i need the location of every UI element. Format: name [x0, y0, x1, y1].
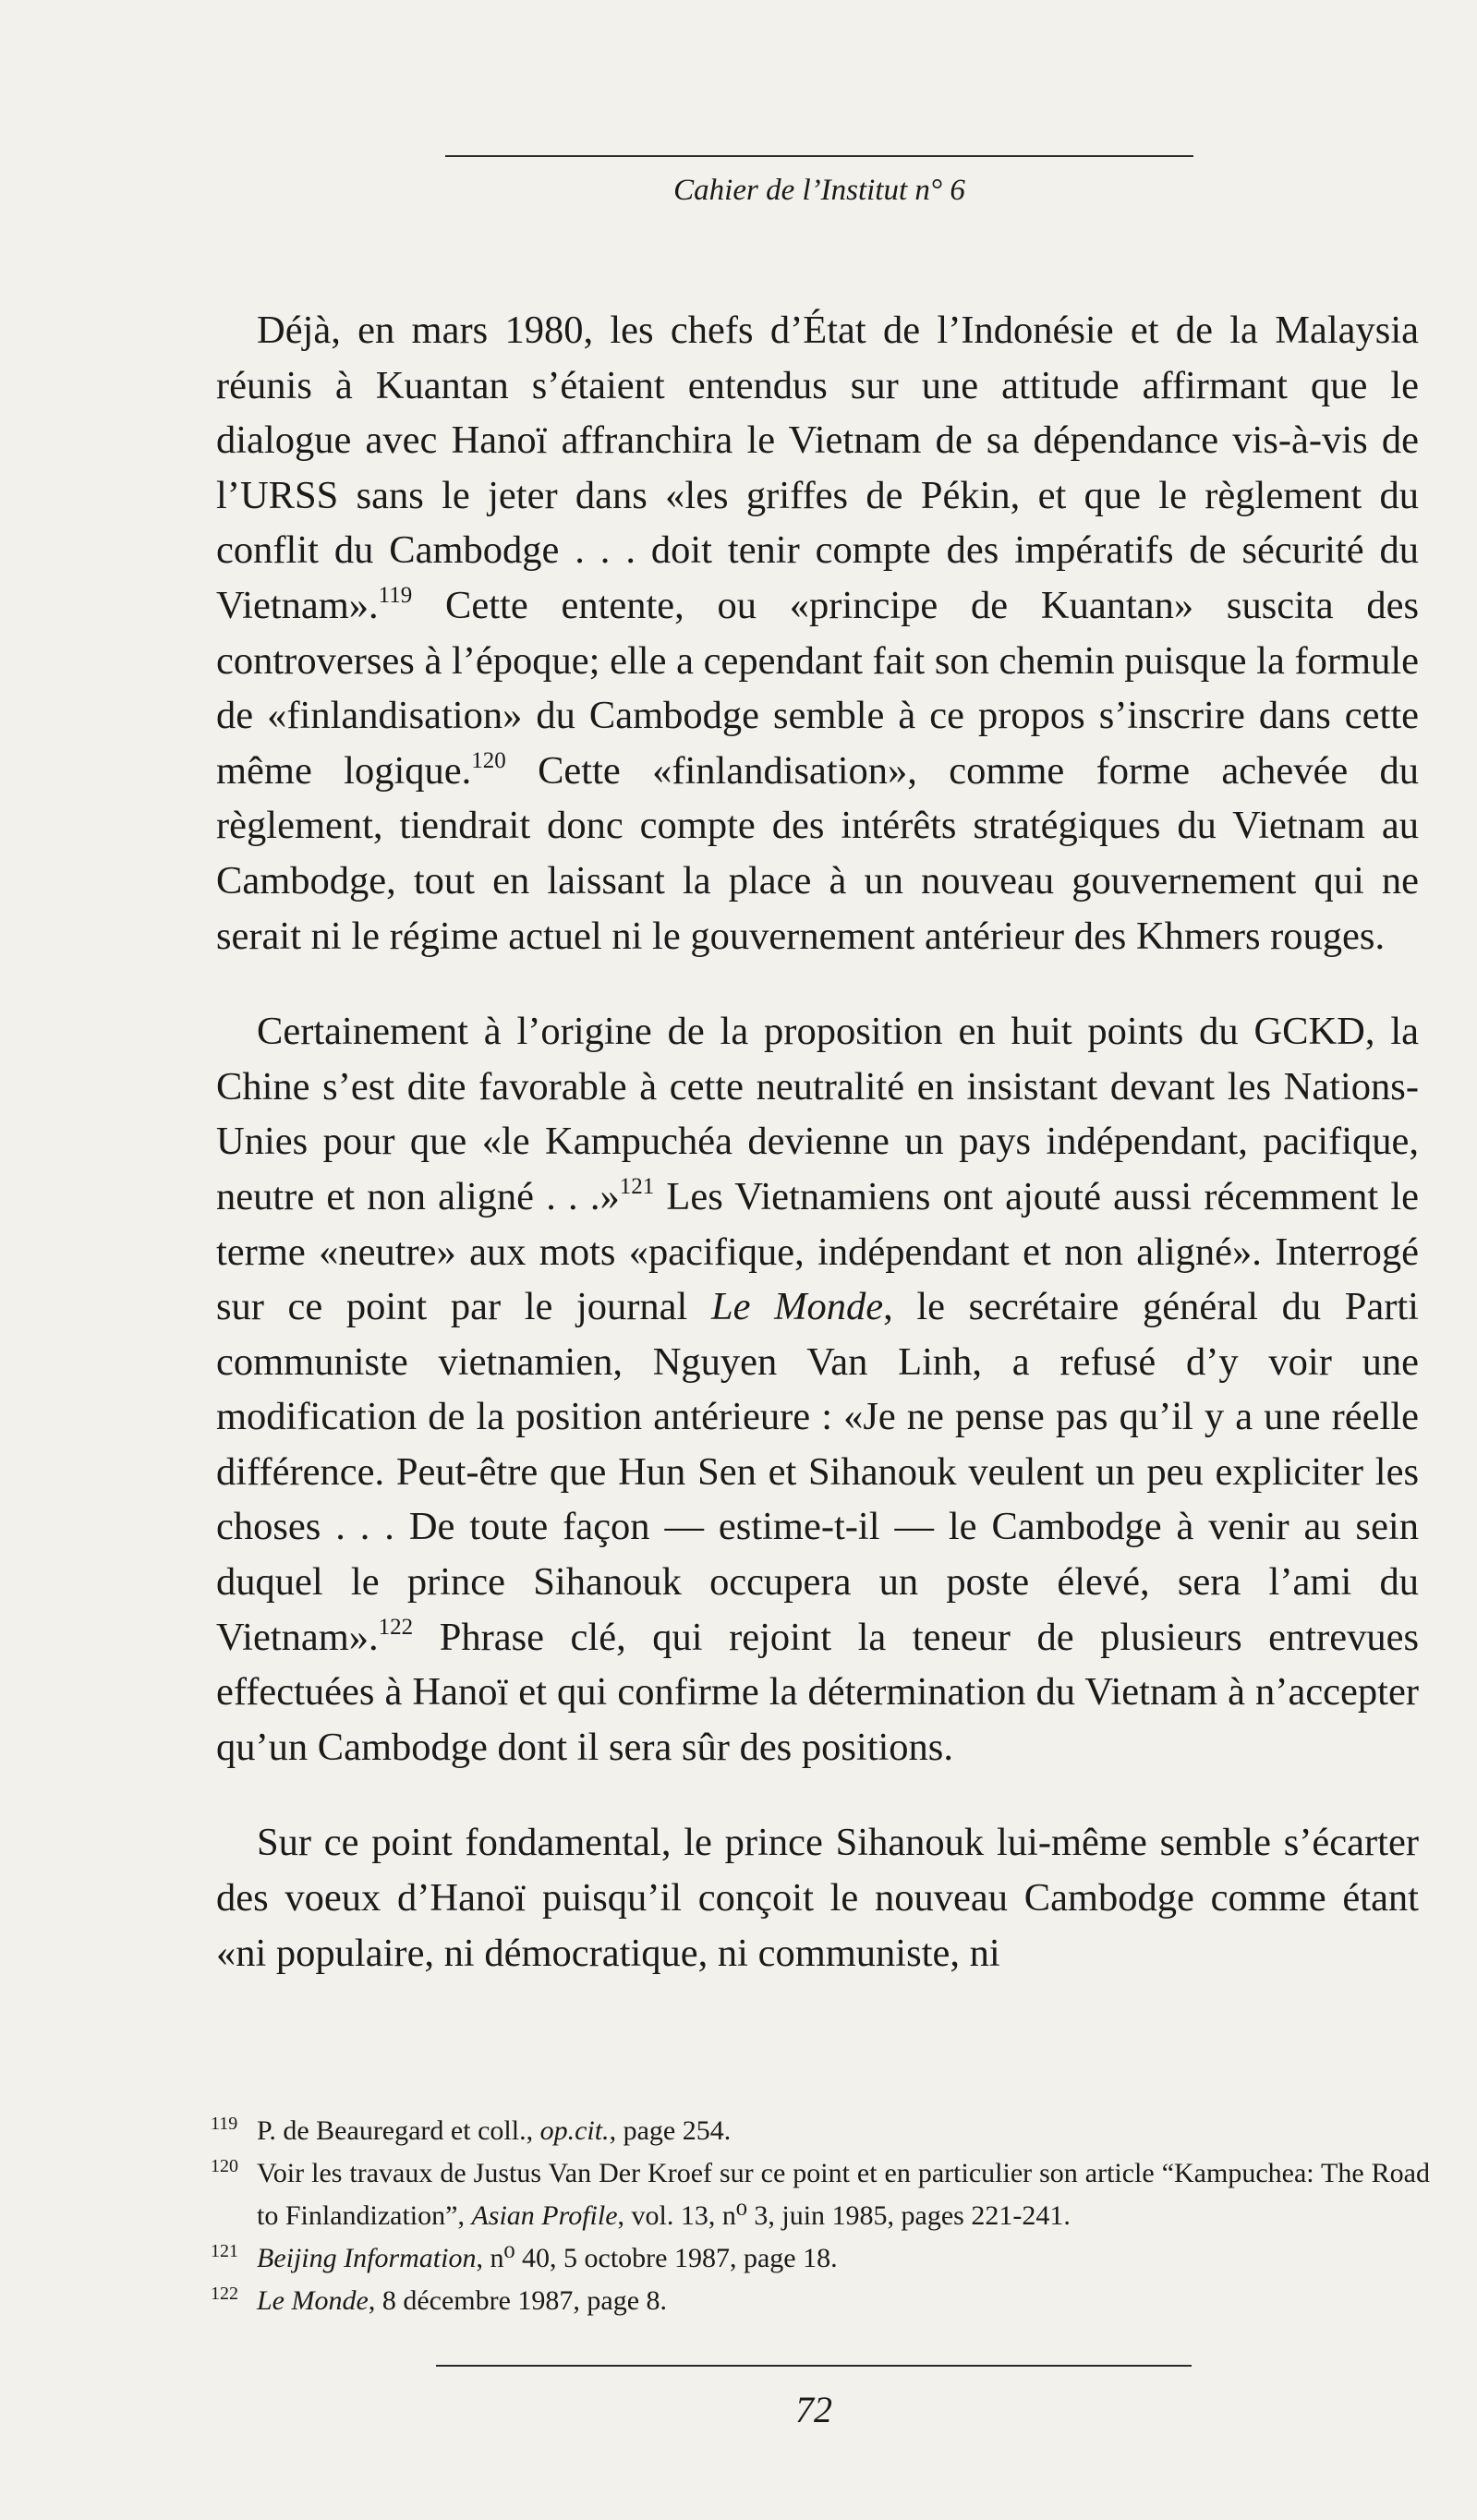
paragraph-2 [216, 1004, 1419, 1775]
footnote-italic: Beijing Information [257, 2243, 477, 2273]
paragraph-1-text-b: Cette entente, ou «principe de Kuantan» suscita des controverses à l’époque; elle a cependant fait son chemin puisque la formule de «finlandisation» du Cambodge semble à ce propos s’inscrire dans cette même logique. [216, 583, 1419, 793]
footnote-text: , n⁰ 40, 5 octobre 1987, page 18. [476, 2243, 838, 2273]
footnote-number: 119 [211, 2114, 238, 2134]
footnote-number: 121 [211, 2241, 238, 2261]
body-text [216, 303, 1419, 1981]
paragraph-1 [216, 303, 1419, 963]
footnote-119 [211, 2110, 1430, 2152]
footnote-text: Voir les travaux de Justus Van Der Kroef sur ce point et en particulier son article “Kampuchea: The Road to Finlandization”, [257, 2158, 1430, 2231]
paragraph-2-text-d: Phrase clé, qui rejoint la teneur de plusieurs entrevues effectuées à Hanoï et qui confirme la détermination du Vietnam à n’accepter qu’un Cambodge dont il sera sûr des positions. [216, 1615, 1419, 1769]
paragraph-3 [216, 1815, 1419, 1981]
paragraph-3-text-a: Sur ce point fondamental, le prince Sihanouk lui-même semble s’écarter des voeux d’Hanoï puisqu’il conçoit le nouveau Cambodge comme étant «ni populaire, ni démocratique, ni communiste, ni [216, 1821, 1419, 1975]
footnote-text: , page 254. [609, 2115, 732, 2146]
footer-rule [436, 2365, 1192, 2367]
paragraph-1-text-a: Déjà, en mars 1980, les chefs d’État de l’Indonésie et de la Malaysia réunis à Kuantan s’étaient entendus sur une attitude affirmant que le dialogue avec Hanoï affranchira le Vietnam de sa dépendance vis-à-vis de l’URSS sans le jeter dans «les griffes de Pékin, et que le règlement du conflit du Cambodge . . . doit tenir compte des impératifs de sécurité du Vietnam». [216, 309, 1419, 627]
footnote-ref-120: 120 [471, 747, 506, 773]
paragraph-1-text-c: Cette «finlandisation», comme forme achevée du règlement, tiendrait donc compte des intérêts stratégiques du Vietnam au Cambodge, tout en laissant la place à un nouveau gouvernement qui ne serait ni le régime actuel ni le gouvernement antérieur des Khmers rouges. [216, 748, 1419, 958]
paragraph-2-text-a: Certainement à l’origine de la proposition en huit points du GCKD, la Chine s’est dite favorable à cette neutralité en insistant devant les Nations-Unies pour que «le Kampuchéa devienne un pays indépendant, pacifique, neutre et non aligné . . .» [216, 1010, 1419, 1218]
footnote-italic: Asian Profile [471, 2200, 618, 2231]
footnote-ref-121: 121 [619, 1173, 655, 1199]
footnote-120 [211, 2152, 1430, 2237]
footnote-text: P. de Beauregard et coll., [257, 2115, 540, 2146]
footnote-text: , vol. 13, n⁰ 3, juin 1985, pages 221-241. [617, 2200, 1071, 2231]
footnotes [211, 2110, 1430, 2322]
running-header: Cahier de l’Institut n° 6 [673, 174, 965, 207]
header-rule [445, 155, 1193, 157]
paragraph-2-italic-title: Le Monde [710, 1285, 884, 1329]
footnote-ref-122: 122 [378, 1614, 414, 1640]
page-number: 72 [795, 2389, 832, 2430]
footnote-121 [211, 2237, 1430, 2280]
footnote-italic: Le Monde [257, 2285, 369, 2316]
paragraph-2-text-c: , le secrétaire général du Parti communiste vietnamien, Nguyen Van Linh, a refusé d’y voir une modification de la position antérieure : «Je ne pense pas qu’il y a une réelle différence. Peut-être que Hun Sen et Sihanouk veulent un peu expliciter les choses . . . De toute façon — estime-t-il — le Cambodge à venir au sein duquel le prince Sihanouk occupera un poste élevé, sera l’ami du Vietnam». [216, 1285, 1419, 1659]
footnote-number: 122 [211, 2284, 238, 2304]
footnote-text: , 8 décembre 1987, page 8. [368, 2285, 668, 2316]
footnote-122 [211, 2280, 1430, 2322]
paragraph-2-text-b: Les Vietnamiens ont ajouté aussi récemment le terme «neutre» aux mots «pacifique, indépendant et non aligné». Interrogé sur ce point par le journal [216, 1174, 1419, 1329]
footnote-ref-119: 119 [378, 582, 413, 608]
footnote-number: 120 [211, 2156, 238, 2176]
footnote-italic: op.cit. [539, 2115, 610, 2146]
